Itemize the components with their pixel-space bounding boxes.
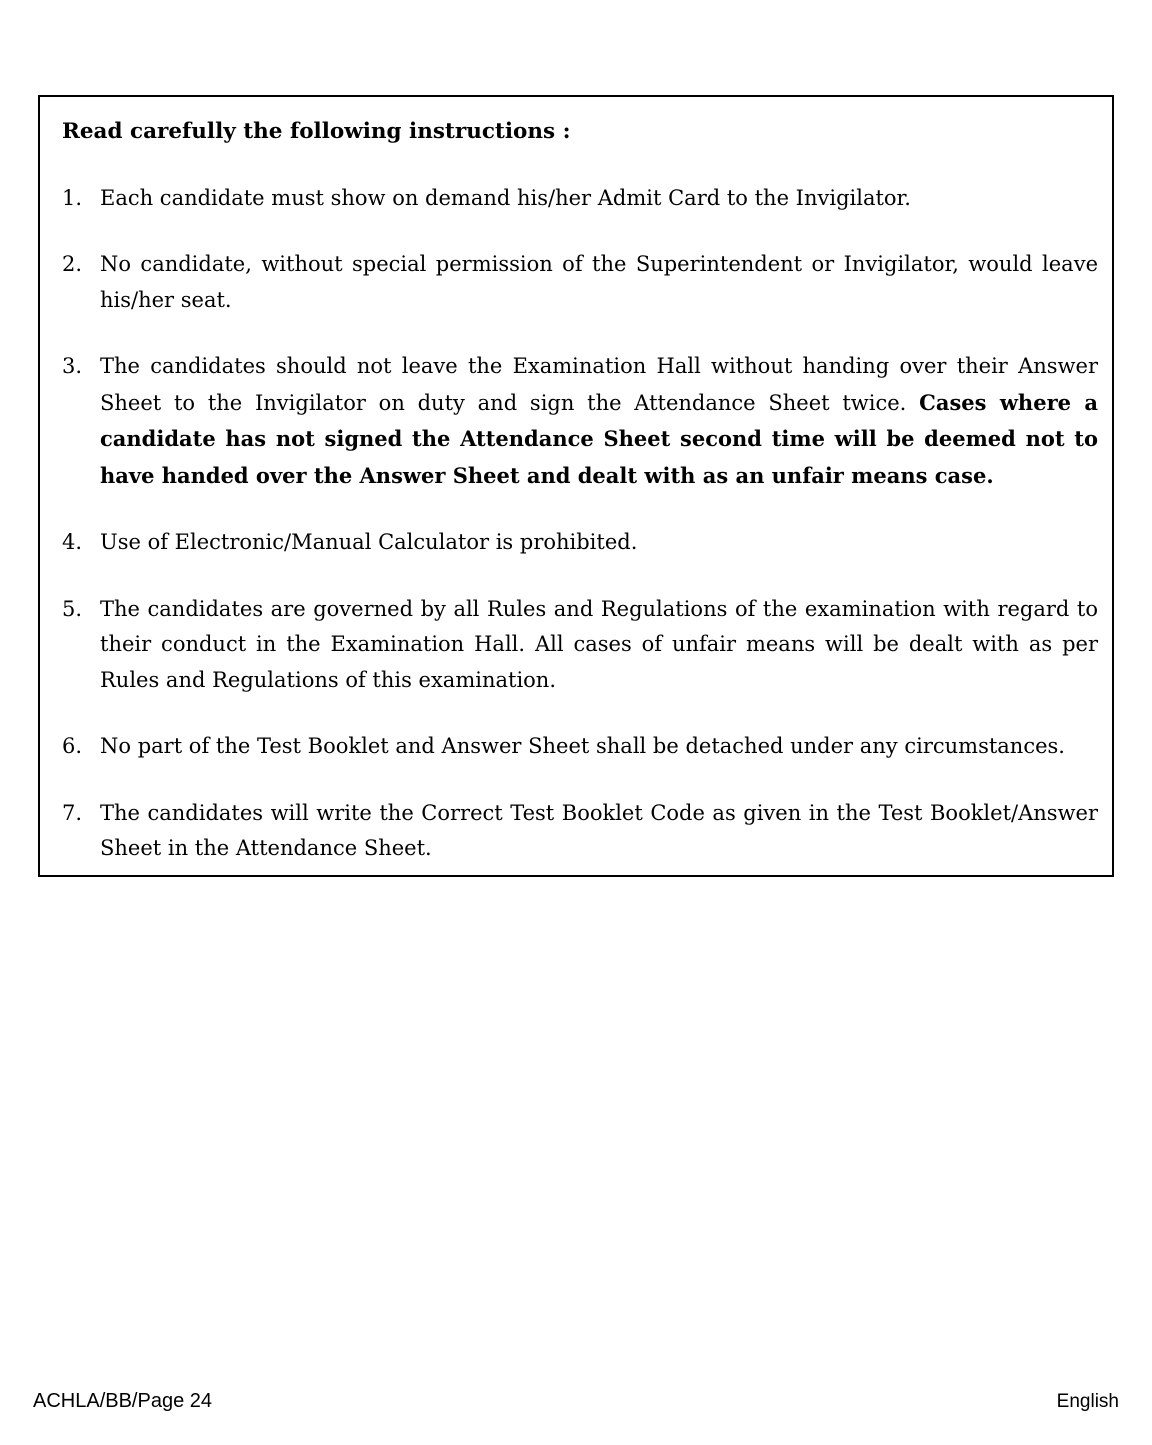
instruction-item-4	[62, 525, 1098, 561]
instruction-item-6	[62, 729, 1098, 765]
instruction-body: Each candidate must show on demand his/her Admit Card to the Invigilator.	[100, 185, 911, 210]
instruction-body: Use of Electronic/Manual Calculator is prohibited.	[100, 530, 638, 554]
instruction-text	[100, 592, 1098, 699]
instruction-number: 1.	[62, 185, 83, 210]
instruction-text	[100, 729, 1098, 765]
instruction-body: No candidate, without special permission of the Superintendent or Invigilator, would leave his/her seat.	[100, 252, 1098, 312]
instruction-text	[100, 181, 1098, 217]
instruction-number: 7.	[62, 800, 83, 825]
language-label: English	[1056, 1391, 1119, 1412]
instruction-text	[100, 796, 1098, 867]
instruction-number: 2.	[62, 252, 83, 276]
instruction-item-2	[62, 247, 1098, 318]
instruction-number: 3.	[62, 354, 83, 378]
instruction-text	[100, 247, 1098, 318]
instruction-item-1	[62, 181, 1098, 217]
instructions-list	[62, 181, 1098, 867]
instruction-body: The candidates will write the Correct Test Booklet Code as given in the Test Booklet/Answer Sheet in the Attendance Sheet.	[100, 800, 1098, 860]
instruction-text	[100, 525, 1098, 561]
instruction-item-3	[62, 349, 1098, 494]
instructions-heading: Read carefully the following instructions :	[62, 119, 571, 144]
instruction-body: The candidates should not leave the Examination Hall without handing over their Answer Sheet to the Invigilator on duty and sign the Attendance Sheet twice.	[100, 354, 1098, 415]
instruction-text	[100, 349, 1098, 494]
instructions-box	[38, 95, 1114, 877]
instruction-item-7	[62, 796, 1098, 867]
instruction-bold-text: Cases where a candidate has not signed the Attendance Sheet second time will be deemed not to have handed over the Answer Sheet and dealt with as an unfair means case.	[100, 389, 1099, 488]
instruction-number: 4.	[62, 530, 83, 554]
instruction-item-5	[62, 592, 1098, 699]
instruction-body: The candidates are governed by all Rules and Regulations of the examination with regard to their conduct in the Examination Hall. All cases of unfair means will be dealt with as per Rules and Regulations of this examination.	[100, 596, 1098, 692]
instruction-body: No part of the Test Booklet and Answer Sheet shall be detached under any circumstances.	[100, 734, 1065, 758]
instruction-number: 6.	[62, 734, 83, 758]
instruction-number: 5.	[62, 596, 83, 621]
page-number-label: ACHLA/BB/Page 24	[33, 1390, 212, 1412]
